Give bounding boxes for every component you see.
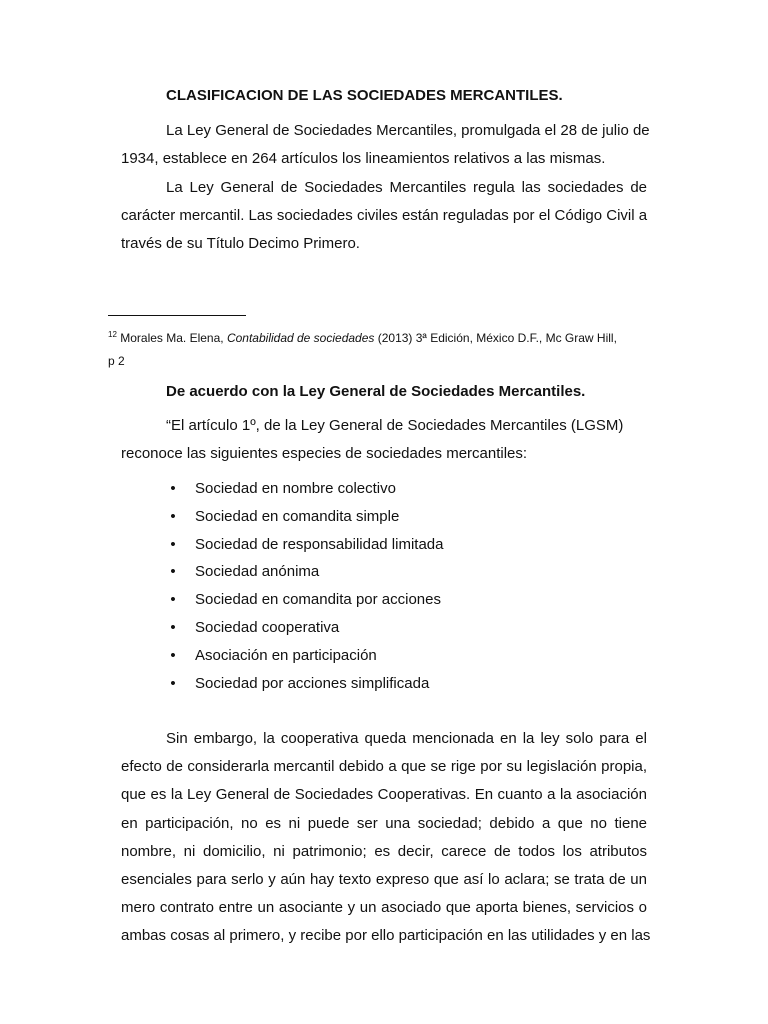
list-item-label: Sociedad en nombre colectivo: [195, 480, 396, 497]
paragraph-1-line-1: La Ley General de Sociedades Mercantiles, promulgada el 28 de julio de: [166, 122, 650, 139]
list-item-label: Asociación en participación: [195, 646, 377, 664]
paragraph-3-line: mero contrato entre un asociante y un asociado que aporta bienes, servicios o: [121, 899, 647, 917]
list-item-label: Sociedad anónima: [195, 563, 320, 581]
paragraph-2-line-1: La Ley General de Sociedades Mercantiles regula las sociedades de: [166, 179, 647, 196]
footnote-publication: (2013) 3ª Edición, México D.F., Mc Graw Hill,: [374, 331, 617, 345]
paragraph-3-line: que es la Ley General de Sociedades Cooperativas. En cuanto a la asociación: [121, 786, 647, 804]
footnote-author: Morales Ma. Elena,: [116, 331, 227, 345]
list-item-label: Sociedad por acciones simplificada: [195, 674, 430, 692]
bullet-icon: •: [170, 674, 176, 692]
bullet-icon: •: [170, 480, 176, 497]
bullet-icon: •: [170, 646, 176, 664]
paragraph-3-line: esenciales para serlo y aún hay texto expreso que así lo aclara; se trata de un: [121, 871, 647, 888]
bullet-icon: •: [170, 507, 176, 525]
paragraph-3-line: Sin embargo, la cooperativa queda mencionada en la ley solo para el: [166, 730, 647, 747]
footnote-separator: [108, 315, 246, 316]
quote-line-1: “El artículo 1º, de la Ley General de Sociedades Mercantiles (LGSM): [166, 417, 624, 434]
footnote-page: p 2: [108, 354, 125, 368]
paragraph-3-line: efecto de considerarla mercantil debido a que se rige por su legislación propia,: [121, 758, 647, 776]
list-item-label: Sociedad cooperativa: [195, 619, 340, 636]
footnote-book-title: Contabilidad de sociedades: [226, 331, 375, 345]
bullet-icon: •: [170, 563, 176, 581]
paragraph-3-line: ambas cosas al primero, y recibe por ello participación en las utilidades y en las: [121, 927, 651, 945]
bullet-icon: •: [170, 619, 176, 636]
list-item-label: Sociedad en comandita simple: [195, 507, 400, 525]
section-subheading: De acuerdo con la Ley General de Sociedades Mercantiles.: [166, 383, 586, 400]
list-item-label: Sociedad de responsabilidad limitada: [195, 535, 444, 553]
paragraph-3-line: nombre, ni domicilio, ni patrimonio; es decir, carece de todos los atributos: [121, 842, 647, 860]
bullet-icon: •: [170, 535, 176, 553]
quote-line-2: reconoce las siguientes especies de sociedades mercantiles:: [121, 445, 528, 462]
paragraph-3-line: en participación, no es ni puede ser una sociedad; debido a que no tiene: [121, 814, 647, 832]
page-heading: CLASIFICACION DE LAS SOCIEDADES MERCANTILES.: [166, 87, 563, 104]
list-item-label: Sociedad en comandita por acciones: [195, 591, 441, 609]
paragraph-2-line-3: través de su Título Decimo Primero.: [121, 235, 360, 252]
bullet-icon: •: [170, 591, 176, 609]
footnote-mark: 12: [108, 330, 117, 339]
paragraph-1-line-2: 1934, establece en 264 artículos los lineamientos relativos a las mismas.: [121, 150, 606, 167]
footnote: [108, 330, 617, 346]
paragraph-2-line-2: carácter mercantil. Las sociedades civiles están reguladas por el Código Civil a: [121, 207, 648, 224]
